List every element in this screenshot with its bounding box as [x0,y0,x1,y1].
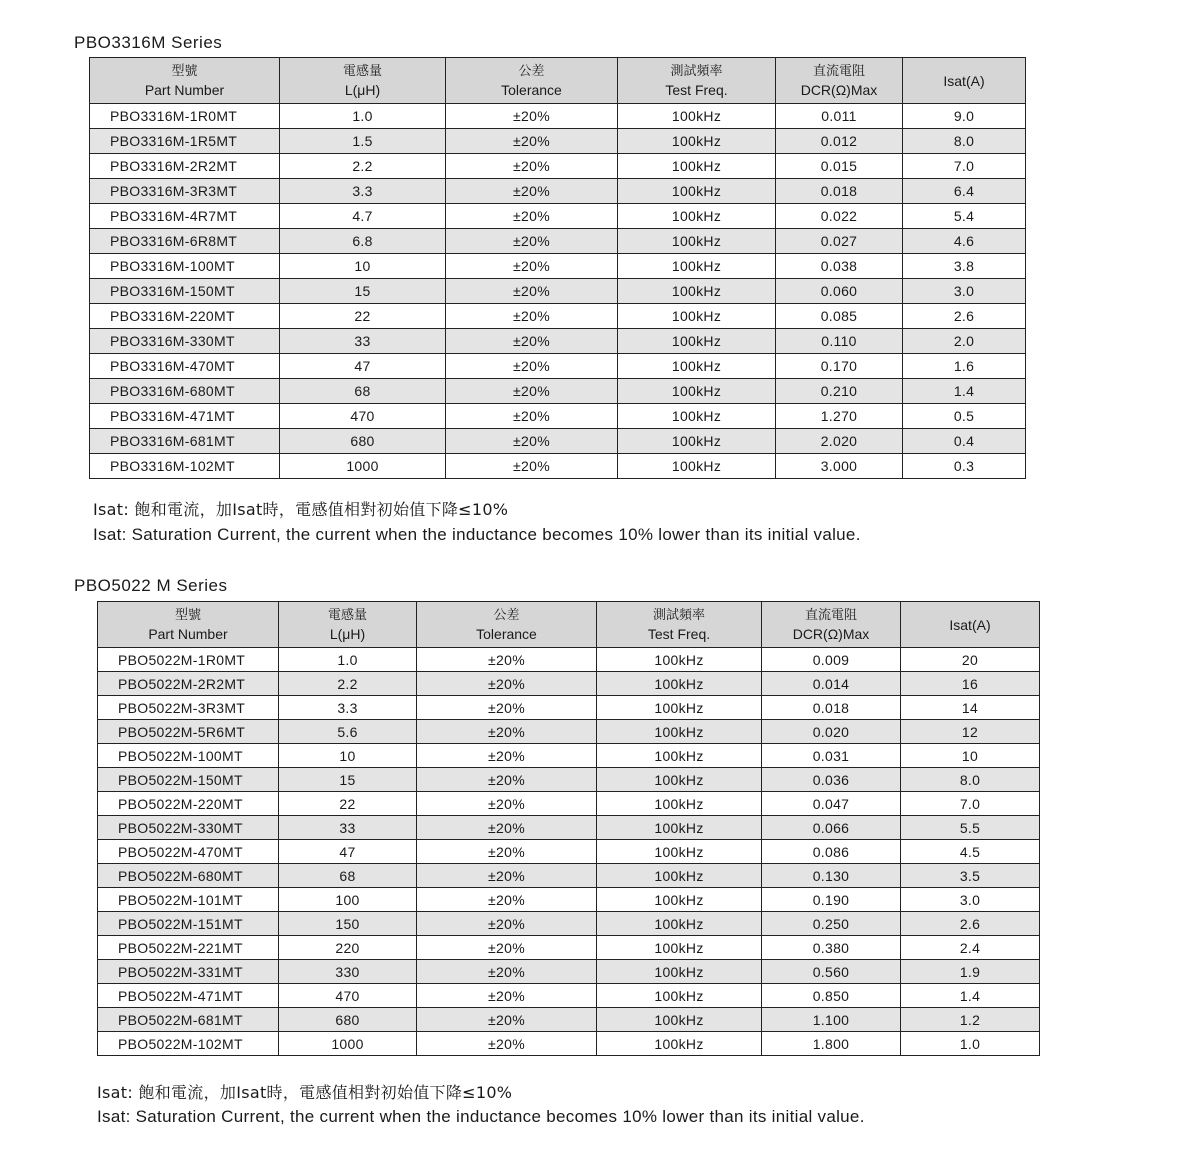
header-test-freq: 測試頻率 Test Freq. [597,602,762,648]
cell-isat: 0.5 [903,404,1026,429]
cell-dcr: 0.130 [762,864,901,888]
cell-dcr: 1.100 [762,1008,901,1032]
cell-test-freq: 100kHz [618,204,776,229]
cell-isat: 16 [901,672,1040,696]
cell-isat: 2.0 [903,329,1026,354]
table-row [98,1008,1040,1032]
header-isat: Isat(A) [903,58,1026,104]
cell-part-number: PBO3316M-6R8MT [90,229,280,254]
isat-note-zh: Isat: 飽和電流，加Isat時，電感值相對初始值下降≤10% [93,500,509,519]
cell-isat: 4.5 [901,840,1040,864]
cell-test-freq: 100kHz [618,154,776,179]
cell-inductance: 220 [279,936,417,960]
cell-part-number: PBO5022M-150MT [98,768,279,792]
cell-test-freq: 100kHz [597,792,762,816]
cell-part-number: PBO5022M-471MT [98,984,279,1008]
cell-test-freq: 100kHz [618,304,776,329]
cell-inductance: 47 [280,354,446,379]
cell-tolerance: ±20% [446,154,618,179]
cell-inductance: 2.2 [280,154,446,179]
cell-dcr: 0.066 [762,816,901,840]
cell-inductance: 15 [280,279,446,304]
cell-dcr: 0.018 [776,179,903,204]
cell-inductance: 680 [280,429,446,454]
cell-dcr: 0.047 [762,792,901,816]
isat-note-en: Isat: Saturation Current, the current when the inductance becomes 10% lower than its initial value. [97,1107,865,1126]
cell-part-number: PBO5022M-330MT [98,816,279,840]
cell-inductance: 10 [279,744,417,768]
table-row [98,720,1040,744]
cell-isat: 3.8 [903,254,1026,279]
cell-isat: 2.6 [903,304,1026,329]
cell-tolerance: ±20% [446,204,618,229]
cell-inductance: 2.2 [279,672,417,696]
cell-part-number: PBO5022M-3R3MT [98,696,279,720]
cell-test-freq: 100kHz [618,129,776,154]
cell-tolerance: ±20% [446,354,618,379]
cell-dcr: 0.014 [762,672,901,696]
cell-tolerance: ±20% [417,936,597,960]
cell-part-number: PBO5022M-101MT [98,888,279,912]
cell-dcr: 0.022 [776,204,903,229]
cell-part-number: PBO5022M-680MT [98,864,279,888]
cell-isat: 5.4 [903,204,1026,229]
table-row [98,864,1040,888]
cell-isat: 20 [901,648,1040,672]
table-row [90,179,1026,204]
cell-inductance: 4.7 [280,204,446,229]
cell-test-freq: 100kHz [618,379,776,404]
cell-dcr: 0.250 [762,912,901,936]
cell-inductance: 33 [279,816,417,840]
cell-inductance: 68 [280,379,446,404]
table-row [98,1032,1040,1056]
header-row [90,58,1026,104]
cell-part-number: PBO5022M-331MT [98,960,279,984]
cell-test-freq: 100kHz [618,354,776,379]
cell-part-number: PBO5022M-5R6MT [98,720,279,744]
cell-isat: 7.0 [903,154,1026,179]
cell-test-freq: 100kHz [597,840,762,864]
cell-test-freq: 100kHz [597,720,762,744]
cell-test-freq: 100kHz [618,279,776,304]
table-row [90,379,1026,404]
cell-tolerance: ±20% [446,454,618,479]
cell-part-number: PBO3316M-330MT [90,329,280,354]
cell-inductance: 15 [279,768,417,792]
table-row [90,104,1026,129]
cell-tolerance: ±20% [446,304,618,329]
cell-inductance: 5.6 [279,720,417,744]
table-row [90,304,1026,329]
table-row [98,912,1040,936]
cell-test-freq: 100kHz [618,229,776,254]
cell-tolerance: ±20% [417,912,597,936]
table-row [98,840,1040,864]
cell-isat: 1.6 [903,354,1026,379]
cell-isat: 10 [901,744,1040,768]
cell-inductance: 100 [279,888,417,912]
cell-test-freq: 100kHz [597,696,762,720]
cell-part-number: PBO3316M-150MT [90,279,280,304]
cell-tolerance: ±20% [446,279,618,304]
cell-tolerance: ±20% [446,329,618,354]
cell-tolerance: ±20% [417,720,597,744]
cell-part-number: PBO5022M-100MT [98,744,279,768]
table-row [98,744,1040,768]
cell-part-number: PBO3316M-681MT [90,429,280,454]
cell-isat: 3.0 [903,279,1026,304]
table-row [98,696,1040,720]
table-row [90,454,1026,479]
cell-tolerance: ±20% [446,429,618,454]
header-part-number: 型號 Part Number [98,602,279,648]
header-dcr: 直流電阻 DCR(Ω)Max [762,602,901,648]
cell-tolerance: ±20% [446,179,618,204]
cell-inductance: 3.3 [279,696,417,720]
cell-test-freq: 100kHz [597,768,762,792]
cell-inductance: 470 [280,404,446,429]
table-row [98,768,1040,792]
cell-test-freq: 100kHz [597,648,762,672]
cell-isat: 2.6 [901,912,1040,936]
cell-tolerance: ±20% [417,792,597,816]
table-row [98,672,1040,696]
cell-test-freq: 100kHz [597,984,762,1008]
cell-test-freq: 100kHz [618,404,776,429]
cell-part-number: PBO5022M-221MT [98,936,279,960]
cell-part-number: PBO3316M-4R7MT [90,204,280,229]
cell-tolerance: ±20% [446,129,618,154]
cell-inductance: 1.0 [279,648,417,672]
cell-tolerance: ±20% [417,888,597,912]
cell-test-freq: 100kHz [597,936,762,960]
cell-part-number: PBO3316M-2R2MT [90,154,280,179]
cell-isat: 5.5 [901,816,1040,840]
cell-part-number: PBO3316M-3R3MT [90,179,280,204]
cell-dcr: 3.000 [776,454,903,479]
cell-isat: 3.5 [901,864,1040,888]
cell-inductance: 6.8 [280,229,446,254]
spec-table [89,57,1026,479]
table-row [90,204,1026,229]
cell-test-freq: 100kHz [618,454,776,479]
header-isat: Isat(A) [901,602,1040,648]
cell-inductance: 1.0 [280,104,446,129]
cell-dcr: 0.020 [762,720,901,744]
cell-part-number: PBO3316M-471MT [90,404,280,429]
spec-table [97,601,1040,1056]
cell-dcr: 2.020 [776,429,903,454]
cell-tolerance: ±20% [446,404,618,429]
table-row [90,429,1026,454]
cell-part-number: PBO5022M-2R2MT [98,672,279,696]
cell-part-number: PBO3316M-1R0MT [90,104,280,129]
cell-test-freq: 100kHz [597,912,762,936]
cell-tolerance: ±20% [417,840,597,864]
cell-tolerance: ±20% [446,104,618,129]
cell-dcr: 0.031 [762,744,901,768]
cell-test-freq: 100kHz [618,254,776,279]
cell-inductance: 68 [279,864,417,888]
cell-part-number: PBO5022M-1R0MT [98,648,279,672]
cell-tolerance: ±20% [417,984,597,1008]
cell-isat: 1.2 [901,1008,1040,1032]
cell-isat: 12 [901,720,1040,744]
cell-dcr: 0.110 [776,329,903,354]
cell-part-number: PBO3316M-680MT [90,379,280,404]
cell-dcr: 0.380 [762,936,901,960]
cell-dcr: 0.086 [762,840,901,864]
cell-isat: 1.9 [901,960,1040,984]
table-row [98,984,1040,1008]
table-row [98,792,1040,816]
header-test-freq: 測試頻率 Test Freq. [618,58,776,104]
cell-test-freq: 100kHz [597,672,762,696]
cell-inductance: 22 [280,304,446,329]
cell-inductance: 1000 [279,1032,417,1056]
cell-isat: 1.0 [901,1032,1040,1056]
cell-isat: 7.0 [901,792,1040,816]
cell-test-freq: 100kHz [618,429,776,454]
header-part-number: 型號 Part Number [90,58,280,104]
header-tolerance: 公差 Tolerance [417,602,597,648]
cell-isat: 8.0 [903,129,1026,154]
cell-tolerance: ±20% [417,672,597,696]
cell-tolerance: ±20% [417,744,597,768]
cell-tolerance: ±20% [417,816,597,840]
cell-isat: 2.4 [901,936,1040,960]
cell-test-freq: 100kHz [597,888,762,912]
cell-part-number: PBO5022M-102MT [98,1032,279,1056]
cell-dcr: 0.038 [776,254,903,279]
cell-part-number: PBO3316M-102MT [90,454,280,479]
cell-tolerance: ±20% [417,864,597,888]
cell-tolerance: ±20% [417,696,597,720]
cell-dcr: 0.190 [762,888,901,912]
cell-part-number: PBO3316M-470MT [90,354,280,379]
cell-inductance: 47 [279,840,417,864]
cell-test-freq: 100kHz [597,864,762,888]
cell-dcr: 0.011 [776,104,903,129]
cell-test-freq: 100kHz [597,1008,762,1032]
cell-dcr: 0.009 [762,648,901,672]
cell-test-freq: 100kHz [618,104,776,129]
table-row [98,816,1040,840]
cell-dcr: 0.018 [762,696,901,720]
cell-dcr: 1.270 [776,404,903,429]
cell-part-number: PBO3316M-220MT [90,304,280,329]
cell-tolerance: ±20% [446,229,618,254]
table-row [90,129,1026,154]
cell-dcr: 0.170 [776,354,903,379]
cell-part-number: PBO3316M-100MT [90,254,280,279]
cell-isat: 0.3 [903,454,1026,479]
cell-inductance: 150 [279,912,417,936]
isat-note-zh: Isat: 飽和電流，加Isat時，電感值相對初始值下降≤10% [97,1083,513,1102]
table-row [98,888,1040,912]
header-inductance: 電感量 L(μH) [279,602,417,648]
cell-inductance: 470 [279,984,417,1008]
table-row [90,354,1026,379]
cell-test-freq: 100kHz [597,1032,762,1056]
cell-part-number: PBO5022M-470MT [98,840,279,864]
cell-dcr: 0.850 [762,984,901,1008]
header-row [98,602,1040,648]
cell-isat: 14 [901,696,1040,720]
cell-part-number: PBO5022M-151MT [98,912,279,936]
cell-dcr: 0.036 [762,768,901,792]
header-dcr: 直流電阻 DCR(Ω)Max [776,58,903,104]
cell-dcr: 0.085 [776,304,903,329]
cell-inductance: 10 [280,254,446,279]
isat-note-en: Isat: Saturation Current, the current when the inductance becomes 10% lower than its initial value. [93,525,861,544]
cell-test-freq: 100kHz [597,744,762,768]
cell-test-freq: 100kHz [618,329,776,354]
cell-dcr: 0.210 [776,379,903,404]
cell-isat: 0.4 [903,429,1026,454]
cell-test-freq: 100kHz [597,816,762,840]
cell-part-number: PBO5022M-681MT [98,1008,279,1032]
series-title: PBO3316M Series [74,33,223,52]
cell-tolerance: ±20% [417,1032,597,1056]
cell-isat: 9.0 [903,104,1026,129]
cell-isat: 3.0 [901,888,1040,912]
cell-isat: 8.0 [901,768,1040,792]
cell-inductance: 33 [280,329,446,354]
cell-tolerance: ±20% [417,768,597,792]
cell-isat: 4.6 [903,229,1026,254]
cell-test-freq: 100kHz [597,960,762,984]
table-row [90,254,1026,279]
cell-dcr: 0.060 [776,279,903,304]
cell-dcr: 0.560 [762,960,901,984]
cell-inductance: 1.5 [280,129,446,154]
cell-tolerance: ±20% [417,1008,597,1032]
header-tolerance: 公差 Tolerance [446,58,618,104]
cell-part-number: PBO5022M-220MT [98,792,279,816]
cell-inductance: 330 [279,960,417,984]
header-inductance: 電感量 L(μH) [280,58,446,104]
table-row [90,279,1026,304]
cell-isat: 1.4 [901,984,1040,1008]
cell-inductance: 3.3 [280,179,446,204]
cell-dcr: 1.800 [762,1032,901,1056]
cell-dcr: 0.027 [776,229,903,254]
series-title: PBO5022 M Series [74,576,228,595]
table-row [98,936,1040,960]
table-row [90,329,1026,354]
table-row [90,154,1026,179]
cell-isat: 1.4 [903,379,1026,404]
table-row [90,404,1026,429]
cell-test-freq: 100kHz [618,179,776,204]
table-row [98,648,1040,672]
cell-tolerance: ±20% [417,960,597,984]
cell-isat: 6.4 [903,179,1026,204]
table-row [90,229,1026,254]
cell-tolerance: ±20% [446,254,618,279]
cell-part-number: PBO3316M-1R5MT [90,129,280,154]
cell-inductance: 680 [279,1008,417,1032]
cell-inductance: 1000 [280,454,446,479]
cell-inductance: 22 [279,792,417,816]
cell-tolerance: ±20% [417,648,597,672]
cell-dcr: 0.012 [776,129,903,154]
table-row [98,960,1040,984]
cell-dcr: 0.015 [776,154,903,179]
cell-tolerance: ±20% [446,379,618,404]
